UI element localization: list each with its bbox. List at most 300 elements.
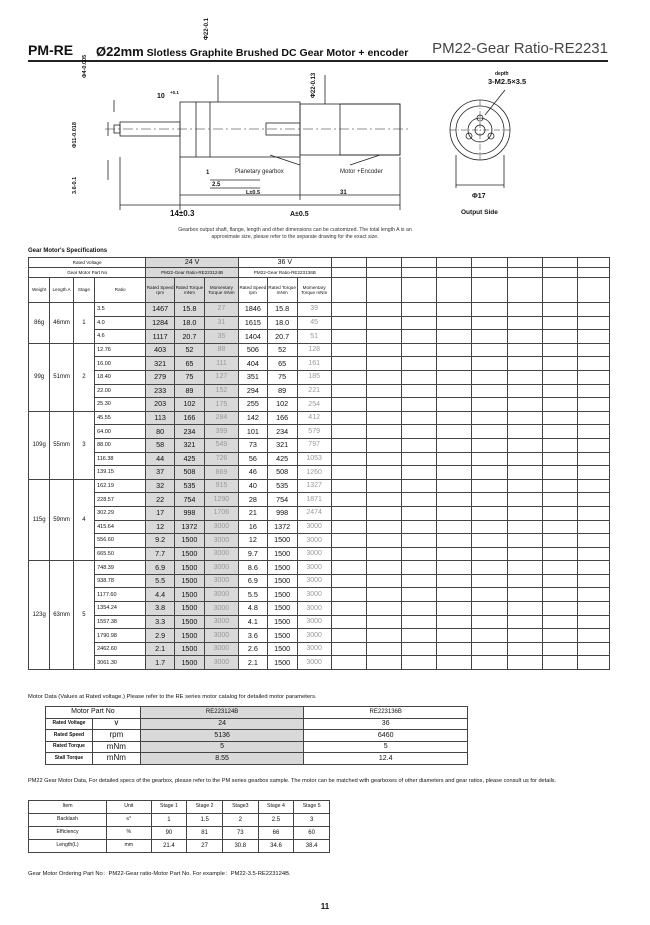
holes-label: 3-M2.5×3.5 xyxy=(488,77,527,86)
empty-cell xyxy=(402,602,437,616)
empty-cell xyxy=(507,547,542,561)
ratio-cell: 1557.38 xyxy=(95,615,146,629)
empty-cell xyxy=(472,411,507,425)
gear-header-cell: Unit xyxy=(107,801,152,814)
empty-cell xyxy=(437,384,472,398)
speed-36-cell: 142 xyxy=(238,411,267,425)
ratio-cell: 415.64 xyxy=(95,520,146,534)
torque-36-cell: 1500 xyxy=(267,574,297,588)
moment-36-cell: 3000 xyxy=(297,602,331,616)
empty-cell xyxy=(437,466,472,480)
moment-36-cell: 797 xyxy=(297,438,331,452)
torque-36-cell: 65 xyxy=(267,357,297,371)
torque-36-cell: 166 xyxy=(267,411,297,425)
speed-24-cell: 1284 xyxy=(146,316,175,330)
col-torque-36: Rated Torque mNm xyxy=(267,278,297,303)
empty-cell xyxy=(577,602,609,616)
empty-cell xyxy=(507,411,542,425)
empty-cell xyxy=(542,574,577,588)
moment-24-cell: 3000 xyxy=(204,615,238,629)
spec-row xyxy=(29,656,610,670)
group-weight: 115g xyxy=(29,479,50,561)
product-size: Ø22mm xyxy=(96,44,144,59)
empty-cell xyxy=(577,561,609,575)
torque-24-cell: 102 xyxy=(175,398,205,412)
speed-36-cell: 3.6 xyxy=(238,629,267,643)
empty-cell xyxy=(437,656,472,670)
empty-cell xyxy=(366,330,401,344)
moment-36-cell: 3000 xyxy=(297,642,331,656)
empty-cell xyxy=(577,411,609,425)
empty-cell xyxy=(437,370,472,384)
empty-cell xyxy=(577,642,609,656)
torque-36-cell: 52 xyxy=(267,343,297,357)
empty-cell xyxy=(366,656,401,670)
gear-header-cell: Stage 4 xyxy=(258,801,294,814)
empty-cell xyxy=(507,384,542,398)
gear-unit-cell: % xyxy=(107,827,152,840)
gear-row xyxy=(29,827,330,840)
gear-value-cell: 90 xyxy=(151,827,187,840)
moment-24-cell: 869 xyxy=(204,466,238,480)
empty-cell xyxy=(402,656,437,670)
empty-cell xyxy=(577,520,609,534)
ratio-cell: 2462.60 xyxy=(95,642,146,656)
group-weight: 86g xyxy=(29,303,50,344)
motor-part-header: Motor Part No xyxy=(46,707,141,719)
empty-cell xyxy=(507,602,542,616)
moment-36-cell: 3000 xyxy=(297,629,331,643)
empty-cell xyxy=(402,425,437,439)
gear-value-cell: 34.6 xyxy=(258,840,294,853)
empty-cell xyxy=(542,615,577,629)
torque-24-cell: 754 xyxy=(175,493,205,507)
moment-24-cell: 3000 xyxy=(204,520,238,534)
spec-row xyxy=(29,384,610,398)
empty-cell xyxy=(402,615,437,629)
empty-cell xyxy=(472,384,507,398)
torque-24-cell: 998 xyxy=(175,506,205,520)
ratio-cell: 45.55 xyxy=(95,411,146,425)
speed-24-cell: 44 xyxy=(146,452,175,466)
gear-item-cell: Length(L) xyxy=(29,840,107,853)
group-length: 51mm xyxy=(50,343,73,411)
speed-24-cell: 17 xyxy=(146,506,175,520)
speed-36-cell: 40 xyxy=(238,479,267,493)
ratio-cell: 139.15 xyxy=(95,466,146,480)
empty-cell xyxy=(542,479,577,493)
empty-cell xyxy=(366,547,401,561)
speed-36-cell: 351 xyxy=(238,370,267,384)
gear-header-cell: Stage 1 xyxy=(151,801,187,814)
empty-cell xyxy=(577,452,609,466)
ratio-cell: 88.00 xyxy=(95,438,146,452)
model-name: PM22-Gear Ratio-RE2231 xyxy=(432,40,608,57)
moment-36-cell: 3000 xyxy=(297,588,331,602)
empty-cell xyxy=(542,452,577,466)
moment-36-cell: 254 xyxy=(297,398,331,412)
empty-cell xyxy=(331,411,366,425)
gear-value-cell: 30.8 xyxy=(222,840,258,853)
torque-24-cell: 1500 xyxy=(175,588,205,602)
spec-row xyxy=(29,330,610,344)
speed-36-cell: 1615 xyxy=(238,316,267,330)
torque-24-cell: 52 xyxy=(175,343,205,357)
col-torque-24: Rated Torque mNm xyxy=(175,278,205,303)
dim-shaft-out: Φ11-0.018 xyxy=(72,122,78,148)
empty-cell xyxy=(507,438,542,452)
empty-cell xyxy=(472,534,507,548)
moment-36-cell: 3000 xyxy=(297,520,331,534)
moment-24-cell: 111 xyxy=(204,357,238,371)
dim-len-25: 2.5 xyxy=(212,182,221,188)
spec-row xyxy=(29,466,610,480)
empty-cell xyxy=(331,520,366,534)
product-description xyxy=(96,44,408,59)
torque-36-cell: 1500 xyxy=(267,615,297,629)
empty-cell xyxy=(472,425,507,439)
empty-cell xyxy=(577,316,609,330)
empty-cell xyxy=(507,520,542,534)
gear-value-cell: 60 xyxy=(294,827,330,840)
empty-cell xyxy=(507,588,542,602)
empty-cell xyxy=(577,357,609,371)
moment-24-cell: 549 xyxy=(204,438,238,452)
motor-row-v2: 36 xyxy=(304,718,468,730)
speed-36-cell: 4.1 xyxy=(238,615,267,629)
speed-36-cell: 73 xyxy=(238,438,267,452)
spec-row xyxy=(29,506,610,520)
empty-cell xyxy=(472,561,507,575)
gear-value-cell: 66 xyxy=(258,827,294,840)
moment-24-cell: 175 xyxy=(204,398,238,412)
empty-cell xyxy=(472,656,507,670)
empty-cell xyxy=(577,588,609,602)
spec-row xyxy=(29,411,610,425)
speed-24-cell: 2.1 xyxy=(146,642,175,656)
moment-24-cell: 3000 xyxy=(204,602,238,616)
speed-24-cell: 279 xyxy=(146,370,175,384)
empty-cell xyxy=(331,574,366,588)
column-header-row xyxy=(29,278,610,303)
empty-cell xyxy=(331,534,366,548)
empty-cell xyxy=(402,520,437,534)
moment-24-cell: 3000 xyxy=(204,574,238,588)
spec-row xyxy=(29,534,610,548)
motor-row-label: Stall Torque xyxy=(46,753,93,765)
part-no-label: Gear Motor Part No xyxy=(29,268,146,278)
speed-24-cell: 403 xyxy=(146,343,175,357)
torque-24-cell: 1372 xyxy=(175,520,205,534)
moment-24-cell: 3000 xyxy=(204,534,238,548)
empty-cell xyxy=(402,493,437,507)
motor-row-label: Rated Speed xyxy=(46,730,93,742)
dim-len-14: 14±0.3 xyxy=(170,209,195,218)
empty-cell xyxy=(472,520,507,534)
empty-cell xyxy=(366,357,401,371)
empty-cell xyxy=(402,506,437,520)
speed-24-cell: 1117 xyxy=(146,330,175,344)
speed-24-cell: 7.7 xyxy=(146,547,175,561)
empty-cell xyxy=(472,493,507,507)
moment-36-cell: 128 xyxy=(297,343,331,357)
empty-cell xyxy=(366,479,401,493)
moment-24-cell: 284 xyxy=(204,411,238,425)
empty-cell xyxy=(472,466,507,480)
speed-36-cell: 28 xyxy=(238,493,267,507)
spec-row xyxy=(29,547,610,561)
speed-36-cell: 101 xyxy=(238,425,267,439)
empty-cell xyxy=(577,506,609,520)
output-side-label: Output Side xyxy=(461,209,498,216)
torque-24-cell: 1500 xyxy=(175,534,205,548)
ratio-cell: 12.76 xyxy=(95,343,146,357)
empty-cell xyxy=(507,629,542,643)
empty-cell xyxy=(542,343,577,357)
spec-row xyxy=(29,452,610,466)
empty-cell xyxy=(366,316,401,330)
gearbox-table xyxy=(28,800,330,853)
torque-24-cell: 425 xyxy=(175,452,205,466)
empty-cell xyxy=(437,411,472,425)
empty-cell xyxy=(366,493,401,507)
empty-cell xyxy=(577,384,609,398)
moment-36-cell: 45 xyxy=(297,316,331,330)
empty-cell xyxy=(366,506,401,520)
page-number: 11 xyxy=(320,902,330,911)
moment-24-cell: 127 xyxy=(204,370,238,384)
empty-cell xyxy=(402,561,437,575)
motor-header-row xyxy=(46,707,468,719)
gear-header-cell: Stage3 xyxy=(222,801,258,814)
speed-24-cell: 233 xyxy=(146,384,175,398)
torque-36-cell: 425 xyxy=(267,452,297,466)
speed-36-cell: 2.1 xyxy=(238,656,267,670)
ratio-cell: 4.0 xyxy=(95,316,146,330)
torque-24-cell: 508 xyxy=(175,466,205,480)
empty-cell xyxy=(366,384,401,398)
gear-value-cell: 81 xyxy=(187,827,223,840)
empty-cell xyxy=(331,588,366,602)
gear-value-cell: 1.5 xyxy=(187,814,223,827)
moment-36-cell: 1327 xyxy=(297,479,331,493)
spec-row xyxy=(29,520,610,534)
ratio-cell: 1177.60 xyxy=(95,588,146,602)
moment-24-cell: 3000 xyxy=(204,642,238,656)
empty-cell xyxy=(437,602,472,616)
empty-cell xyxy=(577,629,609,643)
empty-cell xyxy=(331,479,366,493)
empty-cell xyxy=(331,629,366,643)
empty-cell xyxy=(437,425,472,439)
col-moment-24: Momentary Torque mNm xyxy=(204,278,238,303)
empty-cell xyxy=(577,398,609,412)
empty-cell xyxy=(577,656,609,670)
motor-row xyxy=(46,730,468,742)
torque-36-cell: 234 xyxy=(267,425,297,439)
empty-cell xyxy=(472,479,507,493)
speed-24-cell: 37 xyxy=(146,466,175,480)
motor-part-2: RE223136B xyxy=(304,707,468,719)
group-length: 59mm xyxy=(50,479,73,561)
empty-cell xyxy=(542,493,577,507)
moment-24-cell: 88 xyxy=(204,343,238,357)
moment-36-cell: 3000 xyxy=(297,656,331,670)
speed-36-cell: 4.8 xyxy=(238,602,267,616)
encoder-label: Motor +Encoder xyxy=(340,169,383,175)
spec-row xyxy=(29,602,610,616)
torque-24-cell: 75 xyxy=(175,370,205,384)
gear-header-cell: Item xyxy=(29,801,107,814)
moment-36-cell: 161 xyxy=(297,357,331,371)
moment-24-cell: 152 xyxy=(204,384,238,398)
empty-cell xyxy=(577,303,609,317)
empty-cell xyxy=(437,629,472,643)
empty-cell xyxy=(402,370,437,384)
empty-cell xyxy=(366,370,401,384)
empty-cell xyxy=(366,561,401,575)
speed-24-cell: 113 xyxy=(146,411,175,425)
empty-cell xyxy=(331,384,366,398)
empty-cell xyxy=(437,316,472,330)
ratio-cell: 162.19 xyxy=(95,479,146,493)
empty-cell xyxy=(402,303,437,317)
empty-cell xyxy=(402,574,437,588)
motor-table xyxy=(45,706,468,765)
speed-24-cell: 5.5 xyxy=(146,574,175,588)
torque-36-cell: 1372 xyxy=(267,520,297,534)
spec-row xyxy=(29,316,610,330)
gearbox-label: Planetary gearbox xyxy=(235,169,284,175)
empty-cell xyxy=(577,438,609,452)
empty-cell xyxy=(472,357,507,371)
torque-24-cell: 20.7 xyxy=(175,330,205,344)
dim-len-10-tol: +0.1 xyxy=(170,90,179,95)
empty-cell xyxy=(402,534,437,548)
empty-cell xyxy=(331,343,366,357)
speed-24-cell: 9.2 xyxy=(146,534,175,548)
part-row xyxy=(29,268,610,278)
gear-header-cell: Stage 2 xyxy=(187,801,223,814)
part-24: PM22-Gear Ratio-RE223124B xyxy=(146,268,239,278)
empty-cell xyxy=(542,438,577,452)
motor-row-unit: rpm xyxy=(92,730,140,742)
speed-24-cell: 4.4 xyxy=(146,588,175,602)
empty-cell xyxy=(472,303,507,317)
torque-24-cell: 15.8 xyxy=(175,303,205,317)
empty-cell xyxy=(472,452,507,466)
empty-cell xyxy=(507,534,542,548)
gear-value-cell: 2.5 xyxy=(258,814,294,827)
empty-cell xyxy=(402,438,437,452)
empty-cell xyxy=(331,602,366,616)
ratio-cell: 16.00 xyxy=(95,357,146,371)
empty-cell xyxy=(331,370,366,384)
empty-cell xyxy=(331,357,366,371)
torque-24-cell: 1500 xyxy=(175,629,205,643)
gear-value-cell: 2 xyxy=(222,814,258,827)
moment-24-cell: 915 xyxy=(204,479,238,493)
drawing-caption: Gearbox output shaft, flange, length and other dimensions can be customized. The total length A is an approximate size, please refer to the separate drawing for the exact size. xyxy=(178,227,412,241)
gear-row xyxy=(29,814,330,827)
empty-cell xyxy=(402,357,437,371)
empty-cell xyxy=(331,438,366,452)
empty-cell xyxy=(542,629,577,643)
torque-36-cell: 1500 xyxy=(267,642,297,656)
group-stage: 1 xyxy=(73,303,94,344)
empty-cell xyxy=(437,534,472,548)
empty-cell xyxy=(437,588,472,602)
empty-cell xyxy=(366,615,401,629)
motor-body xyxy=(300,104,400,155)
gear-body xyxy=(29,801,330,853)
empty-cell xyxy=(472,506,507,520)
empty-cell xyxy=(437,303,472,317)
motor-part-1: RE223124B xyxy=(140,707,304,719)
torque-24-cell: 1500 xyxy=(175,615,205,629)
torque-36-cell: 15.8 xyxy=(267,303,297,317)
empty-cell xyxy=(402,466,437,480)
empty-cell xyxy=(402,398,437,412)
ratio-cell: 665.50 xyxy=(95,547,146,561)
empty-cell xyxy=(366,574,401,588)
moment-36-cell: 3000 xyxy=(297,534,331,548)
moment-24-cell: 1290 xyxy=(204,493,238,507)
speed-36-cell: 404 xyxy=(238,357,267,371)
out-diameter-label: Φ17 xyxy=(472,193,486,200)
product-description-text: Slotless Graphite Brushed DC Gear Motor + encoder xyxy=(143,47,409,59)
torque-36-cell: 1500 xyxy=(267,561,297,575)
empty-cell xyxy=(472,343,507,357)
torque-24-cell: 1500 xyxy=(175,561,205,575)
empty-cell xyxy=(331,425,366,439)
empty-cell xyxy=(472,438,507,452)
spec-row xyxy=(29,615,610,629)
empty-cell xyxy=(437,330,472,344)
motor-row-unit: mNm xyxy=(92,753,140,765)
gear-header-row xyxy=(29,801,330,814)
moment-24-cell: 27 xyxy=(204,303,238,317)
spec-row xyxy=(29,642,610,656)
torque-24-cell: 535 xyxy=(175,479,205,493)
empty-cell xyxy=(507,370,542,384)
speed-36-cell: 6.9 xyxy=(238,574,267,588)
empty-cell xyxy=(437,561,472,575)
empty-cell xyxy=(331,493,366,507)
empty-cell xyxy=(402,642,437,656)
ratio-cell: 64.00 xyxy=(95,425,146,439)
col-moment-36: Momentary Torque mNm xyxy=(297,278,331,303)
dim-len-31: 31 xyxy=(340,190,347,196)
empty-cell xyxy=(472,574,507,588)
spec-row xyxy=(29,438,610,452)
empty-cell xyxy=(542,330,577,344)
motor-row-v2: 6460 xyxy=(304,730,468,742)
torque-24-cell: 1500 xyxy=(175,642,205,656)
empty-cell xyxy=(507,574,542,588)
empty-cell xyxy=(402,316,437,330)
empty-cell xyxy=(507,642,542,656)
torque-24-cell: 1500 xyxy=(175,656,205,670)
empty-cell xyxy=(577,547,609,561)
voltage-24: 24 V xyxy=(146,258,239,268)
speed-36-cell: 16 xyxy=(238,520,267,534)
moment-24-cell: 35 xyxy=(204,330,238,344)
speed-24-cell: 321 xyxy=(146,357,175,371)
dim-flat: 3.6-0.1 xyxy=(72,176,78,194)
empty-cell xyxy=(472,642,507,656)
moment-24-cell: 3000 xyxy=(204,656,238,670)
